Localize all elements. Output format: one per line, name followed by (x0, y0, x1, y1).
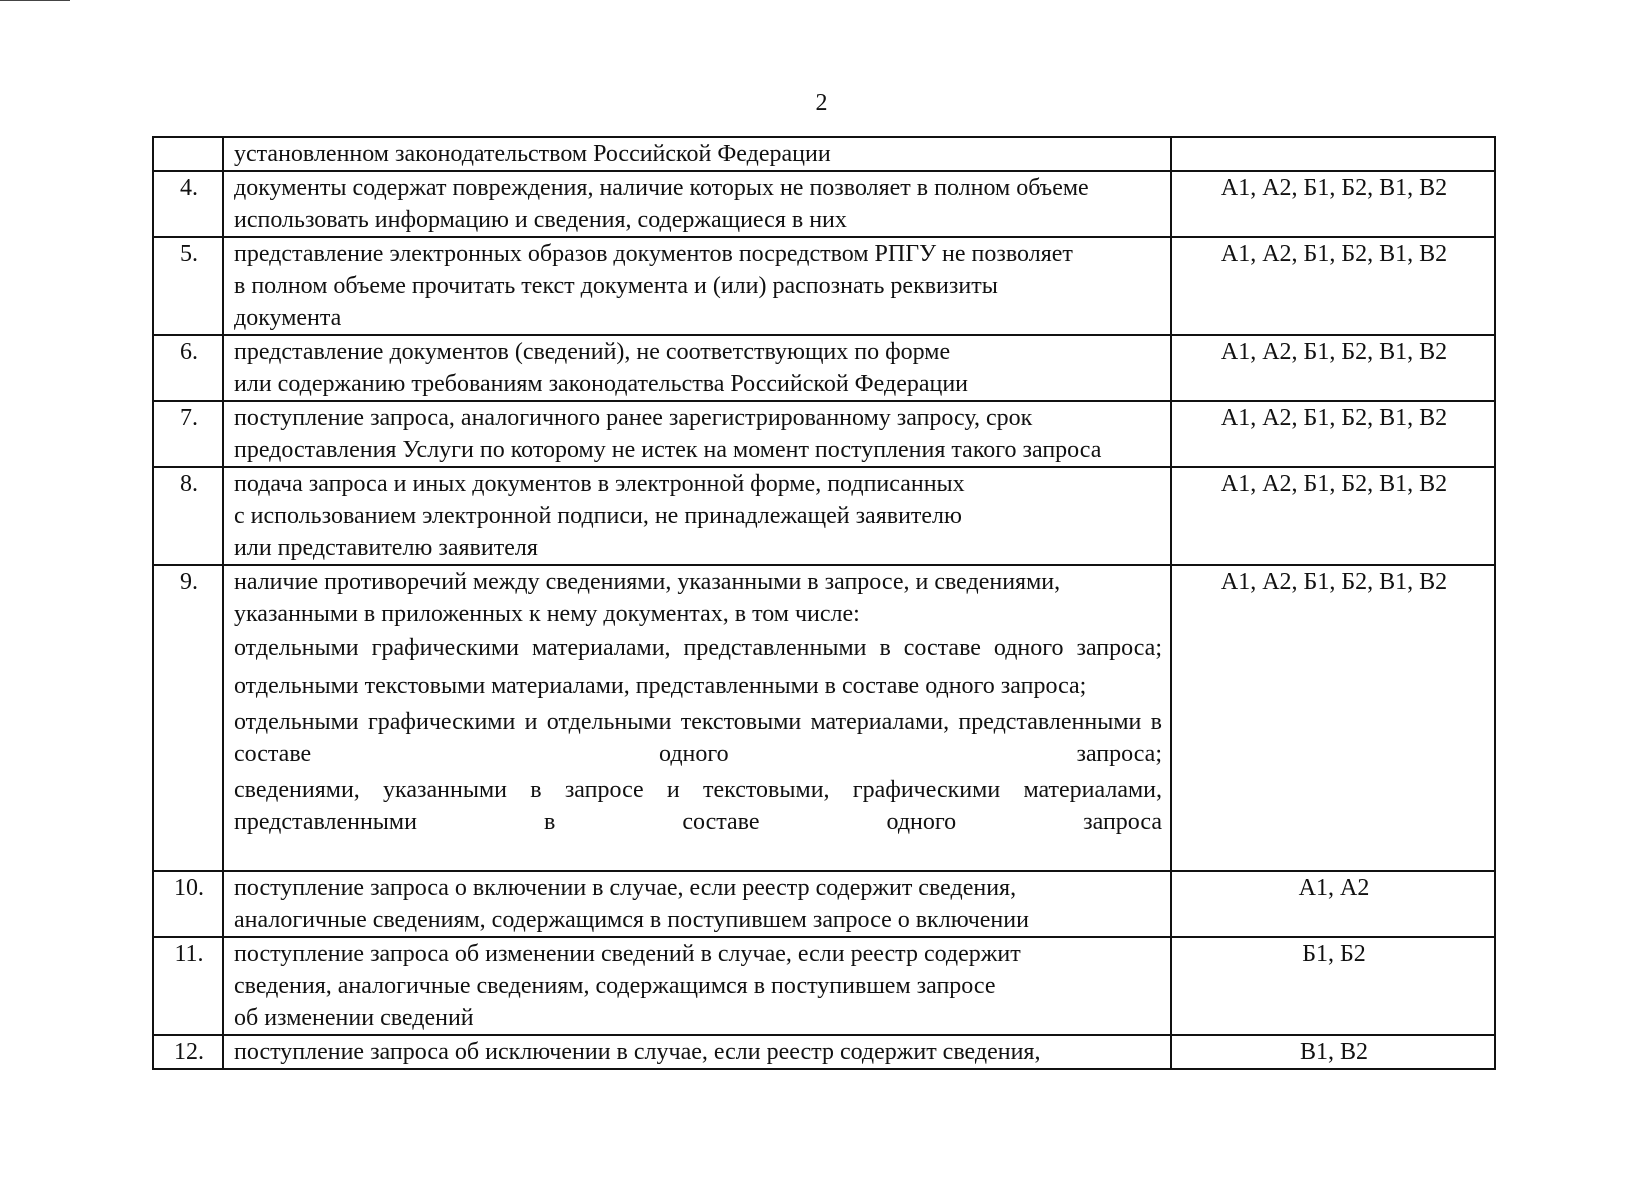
text-line: подача запроса и иных документов в электронной форме, подписанных (234, 471, 965, 497)
row-text (223, 237, 1171, 335)
row-text (223, 1035, 1171, 1069)
page-number: 2 (815, 90, 828, 116)
row-codes: А1, А2, Б1, Б2, В1, В2 (1171, 171, 1495, 237)
table-row (153, 237, 1495, 335)
table-row (153, 401, 1495, 467)
row-codes: А1, А2, Б1, Б2, В1, В2 (1171, 467, 1495, 565)
text-line: поступление запроса об исключении в случае, если реестр содержит сведения, (234, 1039, 1041, 1065)
grounds-table (152, 136, 1496, 1070)
text-line: использовать информацию и сведения, содержащиеся в них (234, 207, 847, 233)
row-codes: А1, А2, Б1, Б2, В1, В2 (1171, 335, 1495, 401)
row-codes: А1, А2, Б1, Б2, В1, В2 (1171, 565, 1495, 871)
text-line: документы содержат повреждения, наличие которых не позволяет в полном объеме (234, 175, 1089, 201)
text-line: сведения, аналогичные сведениям, содержащимся в поступившем запросе (234, 973, 996, 999)
row-number (153, 137, 223, 171)
row-codes: А1, А2, Б1, Б2, В1, В2 (1171, 401, 1495, 467)
table-row (153, 335, 1495, 401)
row-text (223, 565, 1171, 871)
text-line: представление электронных образов документов посредством РПГУ не позволяет (234, 241, 1073, 267)
text-line: поступление запроса, аналогичного ранее зарегистрированному запросу, срок (234, 405, 1033, 431)
row-codes (1171, 137, 1495, 171)
row-number: 8. (153, 467, 223, 565)
table-row (153, 467, 1495, 565)
text-line: предоставления Услуги по которому не истек на момент поступления такого запроса (234, 437, 1102, 463)
text-line: поступление запроса об изменении сведений в случае, если реестр содержит (234, 941, 1021, 967)
row-text (223, 467, 1171, 565)
row-codes: Б1, Б2 (1171, 937, 1495, 1035)
table-row (153, 1035, 1495, 1069)
row-number: 6. (153, 335, 223, 401)
row-text (223, 401, 1171, 467)
text-line: поступление запроса о включении в случае, если реестр содержит сведения, (234, 875, 1017, 901)
row-codes: А1, А2, Б1, Б2, В1, В2 (1171, 237, 1495, 335)
text-line: установленном законодательством Российской Федерации (234, 141, 831, 167)
table-row (153, 937, 1495, 1035)
text-line: представление документов (сведений), не соответствующих по форме (234, 339, 951, 365)
text-line: указанными в приложенных к нему документах, в том числе: (234, 601, 860, 627)
list-item: отдельными графическими и отдельными текстовыми материалами, представленными в составе одного запроса; (234, 709, 1162, 767)
table-row (153, 565, 1495, 871)
row-text (223, 171, 1171, 237)
row-number: 11. (153, 937, 223, 1035)
list-item: отдельными графическими материалами, представленными в составе одного запроса; (234, 635, 1162, 661)
row-number: 7. (153, 401, 223, 467)
row-text (223, 335, 1171, 401)
text-line: аналогичные сведениям, содержащимся в поступившем запросе о включении (234, 907, 1029, 933)
text-line: наличие противоречий между сведениями, указанными в запросе, и сведениями, (234, 569, 1061, 595)
row-text (223, 937, 1171, 1035)
text-line: об изменении сведений (234, 1005, 474, 1031)
table-row (153, 137, 1495, 171)
row-number: 10. (153, 871, 223, 937)
scan-edge-mark (0, 0, 70, 1)
row-text (223, 137, 1171, 171)
text-line: или представителю заявителя (234, 535, 538, 561)
list-item: отдельными текстовыми материалами, представленными в составе одного запроса; (234, 673, 1087, 699)
text-line: в полном объеме прочитать текст документа и (или) распознать реквизиты (234, 273, 998, 299)
row-number: 9. (153, 565, 223, 871)
row-number: 4. (153, 171, 223, 237)
text-line: с использованием электронной подписи, не принадлежащей заявителю (234, 503, 962, 529)
table-row (153, 171, 1495, 237)
text-line: документа (234, 305, 342, 331)
row-text (223, 871, 1171, 937)
row-codes: В1, В2 (1171, 1035, 1495, 1069)
row-number: 12. (153, 1035, 223, 1069)
text-line: или содержанию требованиям законодательства Российской Федерации (234, 371, 969, 397)
table-row (153, 871, 1495, 937)
row-codes: А1, А2 (1171, 871, 1495, 937)
list-item: сведениями, указанными в запросе и текстовыми, графическими материалами, представленными в составе одного запроса (234, 777, 1162, 835)
row-number: 5. (153, 237, 223, 335)
